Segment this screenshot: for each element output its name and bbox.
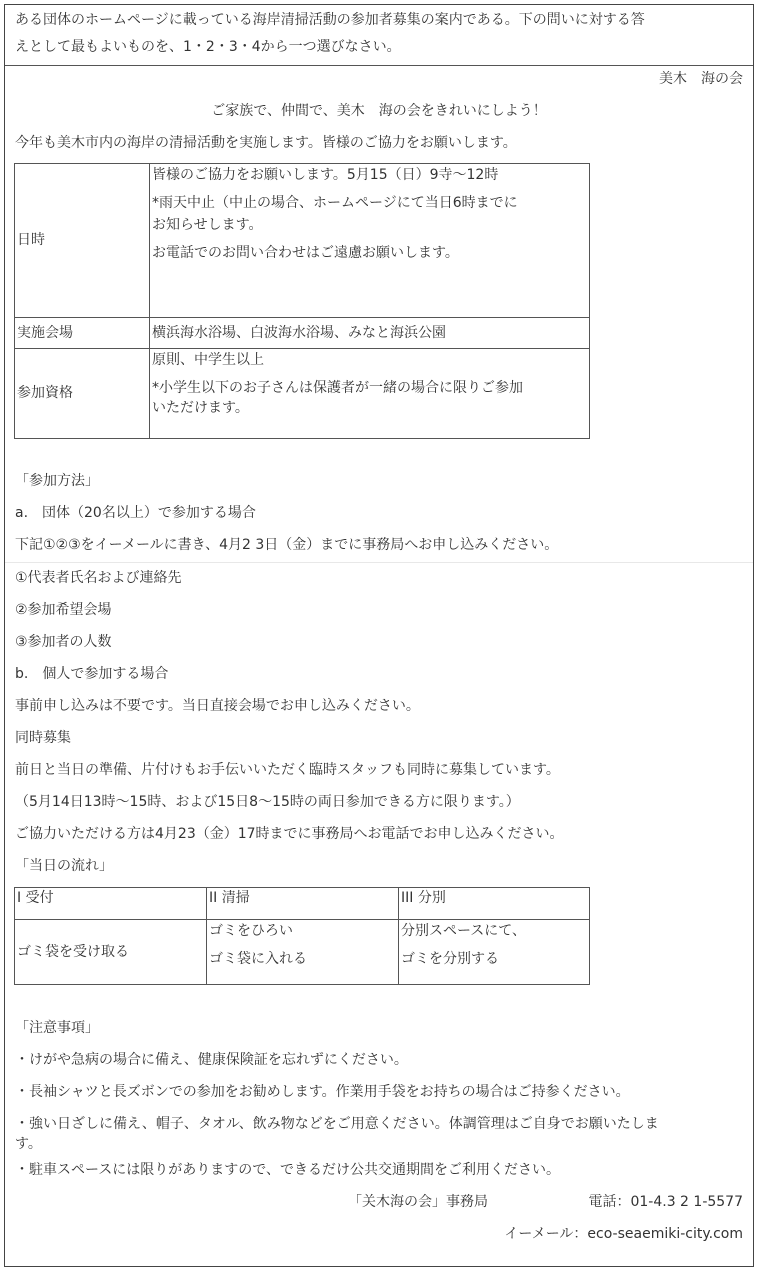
method-a-text: 下記①②③をイーメールに書き、4月2 3日（金）までに事務局へお申し込みください。 [15,537,559,553]
eligibility-note-1: *小学生以下のお子さんは保護者が一緒の場合に限りご参加 [152,379,523,396]
question-line-1: ある団体のホームページに載っている海岸清掃活動の参加者募集の案内である。下の問いに対する答 [15,12,645,28]
note-item-2: ・長袖シャツと長ズボンでの参加をお勧めします。作業用手袋をお持ちの場合はご持参ください。 [15,1084,630,1100]
info-row-eligibility [15,348,590,438]
rain-note-1: *雨天中止（中止の場合、ホームページにて当日6時までに [152,195,518,211]
note-item-3-cont: す。 [15,1136,42,1152]
info-label-venue: 実施会場 [15,317,150,348]
document-page [4,4,754,1267]
flow-cleaning-line-2: ゴミ袋に入れる [209,951,307,967]
staff-line-2: （5月14日13時～15時、および15日8～15時の両日参加できる方に限ります。） [15,794,520,810]
headline: ご家族で、仲間で、美木 海の会をきれいにしよう！ [211,103,547,119]
note-item-3: ・強い日ざしに備え、帽子、タオル、飲み物などをご用意ください。体調管理はご自身でお願いたしま [15,1116,659,1132]
method-b-title: b. 個人で参加する場合 [15,666,169,682]
info-label-eligibility: 参加資格 [15,348,150,438]
method-item-1: ①代表者氏名および連絡先 [15,570,182,586]
flow-step-reception: I 受付 [15,888,207,920]
flow-step-sorting: III 分別 [399,888,590,920]
light-divider [5,562,753,563]
flow-cleaning-line-1: ゴミをひろい [209,923,293,939]
info-value-eligibility [150,348,590,438]
info-label-date: 日時 [15,164,150,318]
footer-phone: 電話：01-4.3 2 1-5577 [588,1194,743,1210]
flow-detail-row [15,920,590,985]
eligibility-note-2: いただけます。 [152,399,249,416]
divider [5,65,753,66]
info-row-date [15,164,590,318]
staff-line-1: 前日と当日の準備、片付けもお手伝いいただく臨時スタッフも同時に募集しています。 [15,762,560,778]
rain-note-2: お知らせします。 [152,217,263,233]
footer-email: イーメール：eco-seaemiki-city.com [504,1226,743,1242]
date-text: 皆様のご協力をお願いします。5月15（日）9寺～12時 [152,167,499,183]
notes-heading: 「注意事項」 [15,1020,99,1036]
flow-header-row [15,888,590,920]
phone-note: お電話でのお問い合わせはご遠慮お願いします。 [152,245,459,261]
flow-sorting-line-2: ゴミを分別する [401,951,499,967]
flow-step-cleaning: II 清掃 [207,888,399,920]
info-row-venue [15,317,590,348]
method-item-2: ②参加希望会場 [15,602,112,618]
flow-reception-detail: ゴミ袋を受け取る [15,920,207,985]
staff-heading: 同時募集 [15,730,71,746]
flow-cleaning-detail [207,920,399,985]
eligibility-text: 原則、中学生以上 [152,351,264,368]
method-item-3: ③参加者の人数 [15,634,112,650]
note-item-1: ・けがや急病の場合に備え、健康保険証を忘れずにください。 [15,1052,408,1068]
info-value-date [150,164,590,318]
note-item-4: ・駐車スペースには限りがありますので、できるだけ公共交通期間をご利用ください。 [15,1162,561,1178]
organization-name: 美木 海の会 [659,71,743,87]
intro-text: 今年も美木市内の海岸の清掃活動を実施します。皆様のご協力をお願いします。 [15,135,517,151]
method-heading: 「参加方法」 [15,473,99,489]
flow-sorting-detail [399,920,590,985]
method-a-title: a. 団体（20名以上）で参加する場合 [15,505,256,521]
footer-office: 「关木海の会」事務局 [348,1194,488,1210]
flow-table [14,887,590,985]
question-line-2: えとして最もよいものを、1・2・3・4から一つ選びなさい。 [15,39,401,55]
flow-heading: 「当日の流れ」 [15,858,113,874]
info-value-venue: 横浜海水浴場、白波海水浴場、みなと海浜公園 [150,317,590,348]
method-b-text: 事前申し込みは不要です。当日直接会場でお申し込みください。 [15,698,420,714]
info-table [14,163,590,439]
flow-sorting-line-1: 分別スペースにて、 [401,923,527,939]
staff-line-3: ご協力いただける方は4月23（金）17時までに事務局へお電話でお申し込みください。 [15,826,564,842]
